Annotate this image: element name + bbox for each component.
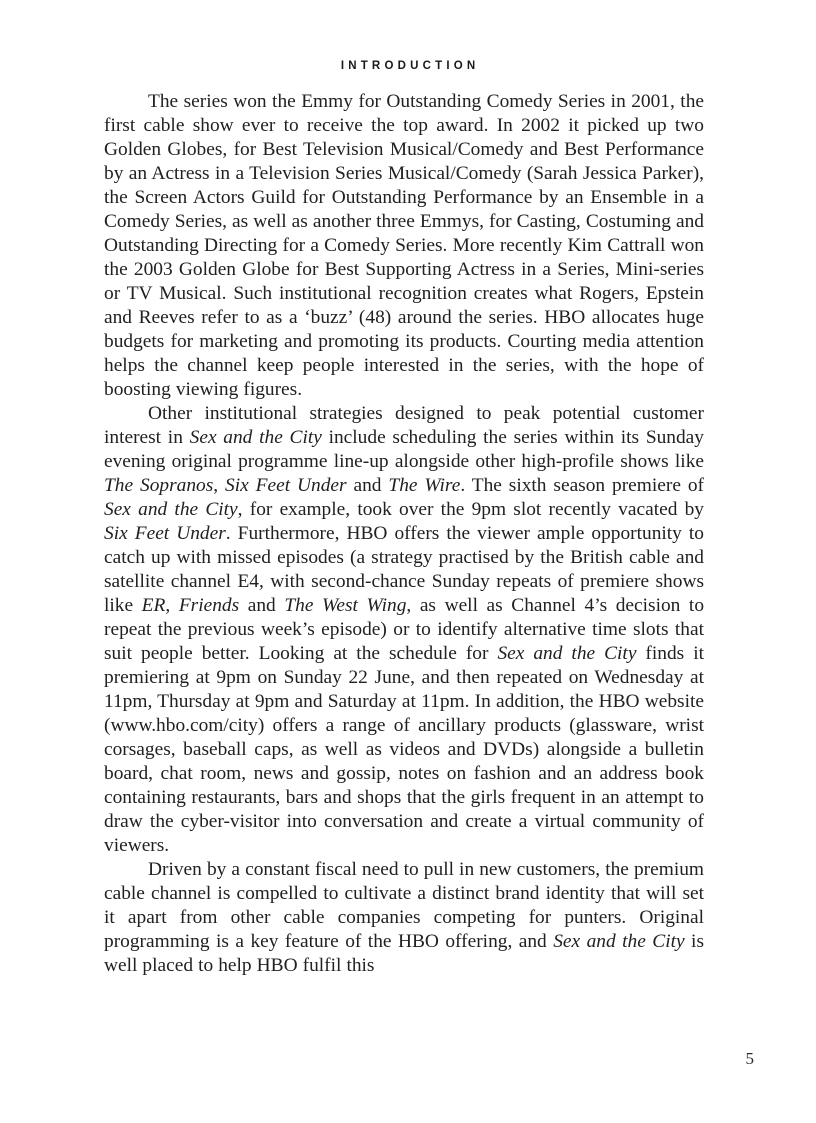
title-italic: The West Wing [284,595,407,616]
title-italic: Sex and the City [104,499,238,520]
title-italic: Six Feet Under [104,523,226,544]
title-italic: ER [141,595,166,616]
running-head: INTRODUCTION [340,60,480,72]
paragraph: The series won the Emmy for Outstanding Comedy Series in 2001, the first cable show ever to receive the top award. In 2002 it picked up two Golden Globes, for Best Television Musical/Comedy and Best Performance by an Actress in a Television Series Musical/Comedy (Sarah Jessica Parker), the Screen Actors Guild for Outstanding Performance by an Ensemble in a Comedy Series, as well as another three Emmys, for Casting, Costuming and Outstanding Directing for a Comedy Series. More recently Kim Cattrall won the 2003 Golden Globe for Best Supporting Actress in a Series, Mini-series or TV Musical. Such institutional recognition creates what Rogers, Epstein and Reeves refer to as a ‘buzz’ (48) around the series. HBO allocates huge budgets for marketing and promoting its products. Courting media attention helps the channel keep people interested in the series, with the hope of boosting viewing figures. [104,91,704,400]
title-italic: Friends [178,595,240,616]
title-italic: Sex and the City [553,931,685,952]
title-italic: Six Feet Under [225,475,347,496]
title-italic: Sex and the City [497,643,637,664]
title-italic: The Wire [388,475,461,496]
title-italic: Sex and the City [189,427,322,448]
title-italic: The Sopranos [104,475,214,496]
paragraph: Driven by a constant fiscal need to pull in new customers, the premium cable channel is compelled to cultivate a distinct brand identity that will set it apart from other cable companies competing for punters. Original programming is a key feature of the HBO offering, and Sex and the City is well placed to help HBO fulfil this [104,859,704,976]
page-number: 5 [745,1049,754,1068]
body-text-block [104,90,704,978]
paragraph: Other institutional strategies designed to peak potential customer interest in Sex and the City include scheduling the series within its Sunday evening original programme line-up alongside other high-profile shows like The Sopranos, Six Feet Under and The Wire. The sixth season premiere of Sex and the City, for example, took over the 9pm slot recently vacated by Six Feet Under. Furthermore, HBO offers the viewer ample opportunity to catch up with missed episodes (a strategy practised by the British cable and satellite channel E4, with second-chance Sunday repeats of premiere shows like ER, Friends and The West Wing, as well as Channel 4’s decision to repeat the previous week’s episode) or to identify alternative time slots that suit people better. Looking at the schedule for Sex and the City finds it premiering at 9pm on Sunday 22 June, and then repeated on Wednesday at 11pm, Thursday at 9pm and Saturday at 11pm. In addition, the HBO website (www.hbo.com/city) offers a range of ancillary products (glassware, wrist corsages, baseball caps, as well as videos and DVDs) alongside a bulletin board, chat room, news and gossip, notes on fashion and an address book containing restaurants, bars and shops that the girls frequent in an attempt to draw the cyber-visitor into conversation and create a virtual community of viewers. [104,403,705,856]
